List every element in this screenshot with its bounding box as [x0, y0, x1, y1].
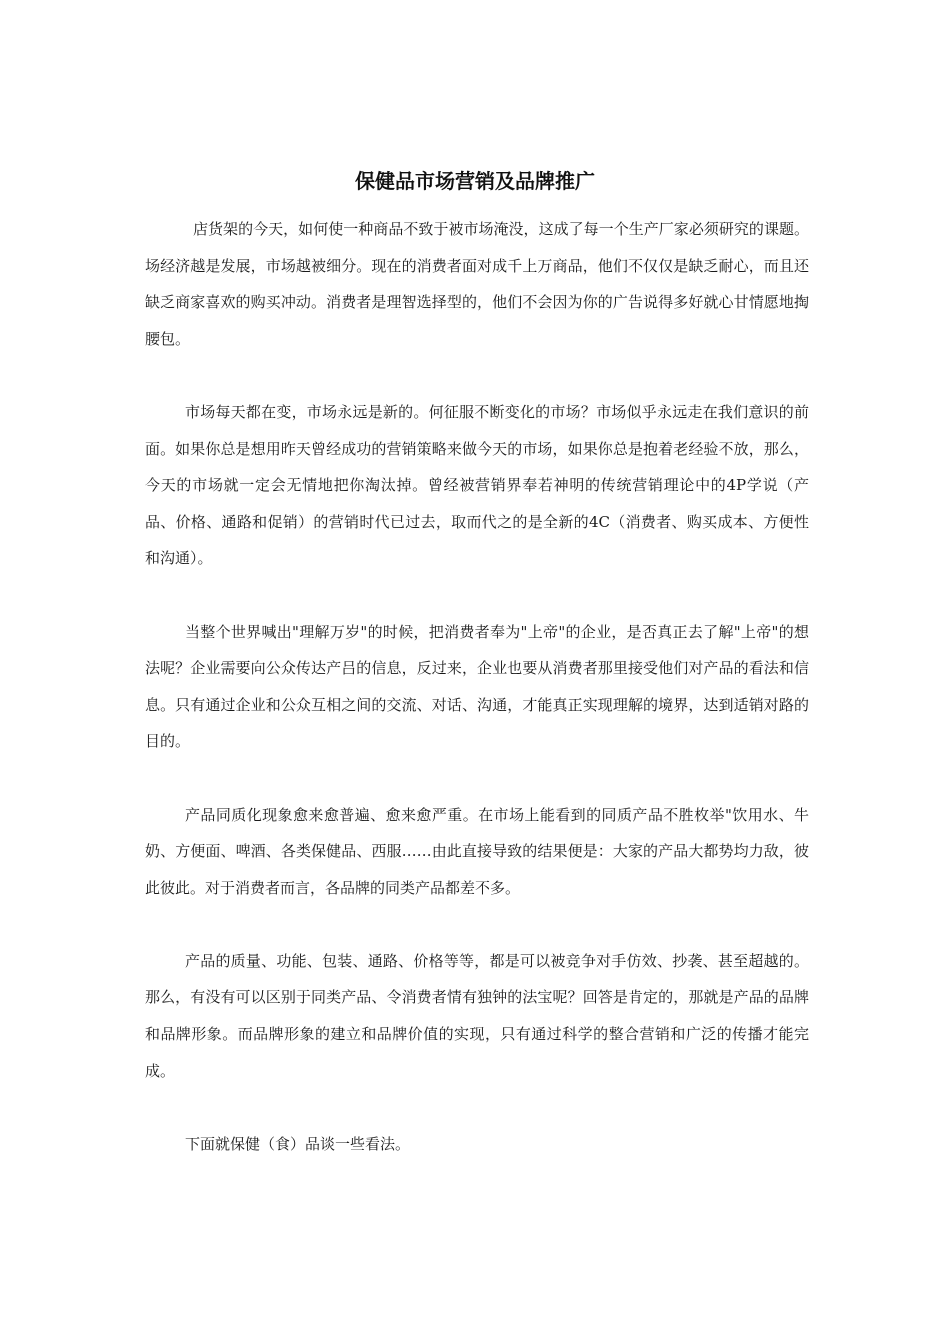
paragraph-6: 下面就保健（食）品谈一些看法。 [185, 1134, 411, 1153]
paragraph-4: 产品同质化现象愈来愈普遍、愈来愈严重。在市场上能看到的同质产品不胜枚举"饮用水、牛奶、方便面、啤酒、各类保健品、西服……由此直接导致的结果便是：大家的产品大都势均力敌，彼此彼此。对于消费者而言，各品牌的同类产品都差不多。 [145, 805, 809, 897]
paragraph-1: 店货架的今天，如何使一种商品不致于被市场淹没，这成了每一个生产厂家必须研究的课题。场经济越是发展，市场越被细分。现在的消费者面对成千上万商品，他们不仅仅是缺乏耐心，而且还缺乏商家喜欢的购买冲动。消费者是理智选择型的，他们不会因为你的广告说得多好就心甘情愿地掏腰包。 [145, 220, 809, 348]
paragraph-2: 市场每天都在变，市场永远是新的。何征服不断变化的市场？市场似乎永远走在我们意识的前面。如果你总是想用昨天曾经成功的营销策略来做今天的市场，如果你总是抱着老经验不放，那么，今天的市场就一定会无情地把你淘汰掉。曾经被营销界奉若神明的传统营销理论中的4P学说（产品、价格、通路和促销）的营销时代已过去，取而代之的是全新的4C（消费者、购买成本、方便性和沟通）。 [145, 402, 809, 568]
paragraph-5: 产品的质量、功能、包装、通路、价格等等，都是可以被竞争对手仿效、抄袭、甚至超越的。那么，有没有可以区别于同类产品、令消费者情有独钟的法宝呢？回答是肯定的，那就是产品的品牌和品牌形象。而品牌形象的建立和品牌价值的实现，只有通过科学的整合营销和广泛的传播才能完成。 [145, 951, 809, 1080]
paragraph-3: 当整个世界喊出"理解万岁"的时候，把消费者奉为"上帝"的企业，是否真正去了解"上帝"的想法呢？企业需要向公众传达产吕的信息，反过来，企业也要从消费者那里接受他们对产品的看法和信息。只有通过企业和公众互相之间的交流、对话、沟通，才能真正实现理解的境界，达到适销对路的目的。 [145, 622, 809, 751]
document-body [145, 211, 809, 1162]
document-title: 保健品市场营销及品牌推广 [355, 169, 595, 193]
